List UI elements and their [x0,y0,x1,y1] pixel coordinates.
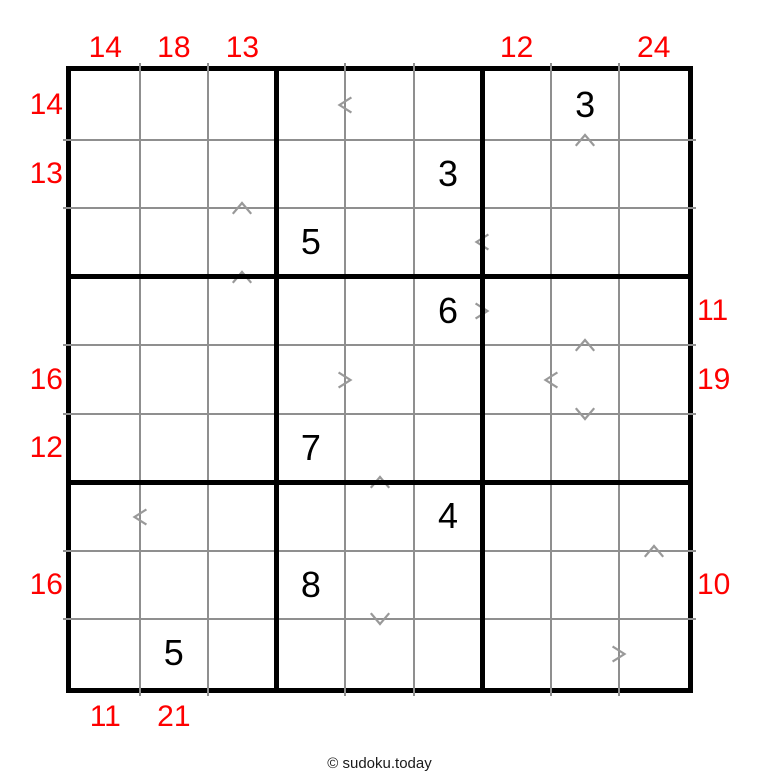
cell-r2c2[interactable] [140,140,209,209]
cell-r8c1[interactable] [71,551,140,620]
cell-r9c9[interactable] [619,619,688,688]
grid-line-vertical-1 [139,63,141,696]
cell-r3c1[interactable] [71,208,140,277]
cell-r4c4[interactable] [277,277,346,346]
cell-r5c5[interactable] [345,345,414,414]
cell-r2c8[interactable] [551,140,620,209]
cell-r7c3[interactable] [208,482,277,551]
cell-r7c8[interactable] [551,482,620,551]
cell-r2c4[interactable] [277,140,346,209]
less-than-icon [130,507,150,527]
cell-r7c7[interactable] [482,482,551,551]
cell-r8c9[interactable] [619,551,688,620]
cell-r3c3[interactable] [208,208,277,277]
sum-clue-top: 14 [88,31,122,64]
cell-r9c1[interactable] [71,619,140,688]
chevron-down-icon [368,611,392,627]
sum-clue-top: 18 [157,31,191,64]
cell-r1c1[interactable] [71,71,140,140]
sum-clue-top: 13 [225,31,260,64]
greater-than-icon [609,644,629,664]
given-digit-r9c2: 5 [163,632,184,674]
cell-r4c3[interactable] [208,277,277,346]
sum-clue-top: 24 [637,31,671,64]
given-digit-r4c6: 6 [438,289,459,331]
cell-r6c1[interactable] [71,414,140,483]
cell-r9c4[interactable] [277,619,346,688]
grid-line-horizontal-5 [63,413,696,415]
cell-r2c3[interactable] [208,140,277,209]
cell-r8c7[interactable] [482,551,551,620]
grid-line-vertical-2 [207,63,209,696]
sum-clue-right: 10 [697,568,731,602]
cell-r8c2[interactable] [140,551,209,620]
cell-r6c6[interactable] [414,414,483,483]
sum-clue-left: 16 [29,362,63,396]
cell-r2c1[interactable] [71,140,140,209]
cell-r7c9[interactable] [619,482,688,551]
given-digit-r1c8: 3 [575,84,596,125]
cell-r6c8[interactable] [551,414,620,483]
sum-clue-right: 19 [697,362,731,396]
sum-clue-bottom: 11 [89,700,121,733]
chevron-up-icon [230,200,254,216]
less-than-icon [335,95,355,115]
grid-line-horizontal-3 [71,274,688,279]
cell-r1c2[interactable] [140,71,209,140]
cell-r2c7[interactable] [482,140,551,209]
given-digit-r2c6: 3 [438,152,459,194]
chevron-up-icon [573,337,597,353]
cell-r5c9[interactable] [619,345,688,414]
sum-clue-bottom: 21 [157,700,191,733]
sum-clue-top: 12 [499,31,534,64]
cell-r6c9[interactable] [619,414,688,483]
cell-r7c2[interactable] [140,482,209,551]
cell-r6c3[interactable] [208,414,277,483]
sudoku-grid-inner [71,71,688,688]
cell-r5c1[interactable] [71,345,140,414]
given-digit-r6c4: 7 [300,426,321,468]
cell-r9c5[interactable] [345,619,414,688]
cell-r3c8[interactable] [551,208,620,277]
cell-r9c6[interactable] [414,619,483,688]
sum-clue-left: 16 [29,568,63,602]
chevron-down-icon [573,406,597,422]
cell-r3c5[interactable] [345,208,414,277]
given-digit-r8c4: 8 [300,563,321,605]
given-digit-r7c6: 4 [438,495,459,537]
copyright-text: © sudoku.today [327,755,432,772]
sum-clue-left: 12 [29,431,63,465]
grid-line-horizontal-2 [63,207,696,209]
cell-r4c5[interactable] [345,277,414,346]
cell-r7c4[interactable] [277,482,346,551]
sum-clue-left: 13 [29,156,63,190]
greater-than-icon [335,370,355,390]
cell-r1c3[interactable] [208,71,277,140]
cell-r8c5[interactable] [345,551,414,620]
cell-r1c7[interactable] [482,71,551,140]
cell-r2c5[interactable] [345,140,414,209]
cell-r8c3[interactable] [208,551,277,620]
cell-r5c6[interactable] [414,345,483,414]
cell-r8c6[interactable] [414,551,483,620]
cell-r3c7[interactable] [482,208,551,277]
cell-r1c9[interactable] [619,71,688,140]
cell-r6c7[interactable] [482,414,551,483]
cell-r9c3[interactable] [208,619,277,688]
cell-r9c7[interactable] [482,619,551,688]
cell-r7c5[interactable] [345,482,414,551]
cell-r4c7[interactable] [482,277,551,346]
cell-r5c8[interactable] [551,345,620,414]
less-than-icon [541,370,561,390]
cell-r5c2[interactable] [140,345,209,414]
cell-r3c2[interactable] [140,208,209,277]
cell-r4c1[interactable] [71,277,140,346]
sum-clue-right: 11 [697,293,729,327]
cell-r1c5[interactable] [345,71,414,140]
cell-r2c9[interactable] [619,140,688,209]
grid-line-horizontal-6 [71,480,688,485]
cell-r1c6[interactable] [414,71,483,140]
grid-line-horizontal-7 [63,550,696,552]
cell-r6c5[interactable] [345,414,414,483]
cell-r4c2[interactable] [140,277,209,346]
cell-r4c9[interactable] [619,277,688,346]
sum-clue-left: 14 [29,88,63,122]
cell-r4c8[interactable] [551,277,620,346]
cell-r5c3[interactable] [208,345,277,414]
cell-r8c8[interactable] [551,551,620,620]
grid-line-vertical-8 [618,63,620,696]
grid-line-horizontal-4 [63,344,696,346]
cell-r3c9[interactable] [619,208,688,277]
given-digit-r3c4: 5 [300,221,321,263]
chevron-up-icon [642,543,666,559]
cell-r6c2[interactable] [140,414,209,483]
sudoku-grid [66,66,693,693]
